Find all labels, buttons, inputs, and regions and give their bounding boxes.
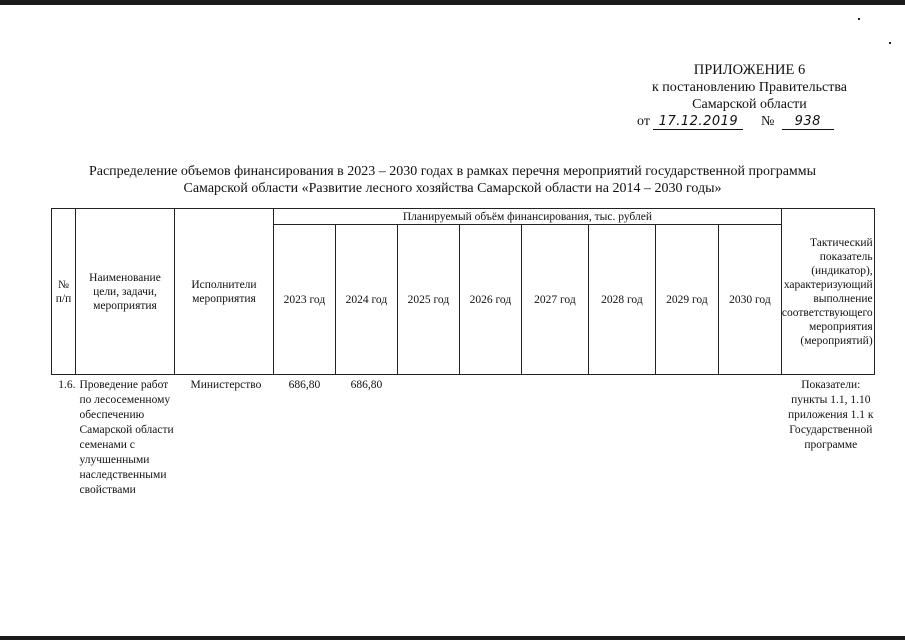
row-number: 1.6.: [58, 379, 76, 391]
table-row: [52, 375, 875, 499]
document-heading: [40, 163, 865, 197]
decree-date-line: [637, 114, 834, 130]
col-header-year: 2024 год: [335, 225, 397, 375]
from-label: от: [637, 114, 650, 129]
col-header-number: № п/п: [52, 209, 76, 375]
decree-number: 938: [782, 114, 834, 130]
col-header-year: 2028 год: [588, 225, 655, 375]
number-label: №: [760, 114, 775, 129]
appendix-block: [652, 62, 847, 113]
appendix-line-2: Самарской области: [692, 97, 807, 112]
col-header-year: 2026 год: [459, 225, 521, 375]
col-header-indicator: Тактический показатель (индикатор), характеризующий выполнение соответствующего мероприятия (мероприятий): [781, 209, 874, 375]
appendix-title: ПРИЛОЖЕНИЕ 6: [693, 62, 806, 78]
scan-border-bottom: [0, 636, 905, 640]
scan-border-top: [0, 0, 905, 5]
col-header-year: 2027 год: [521, 225, 588, 375]
col-header-name: Наименование цели, задачи, мероприятия: [76, 209, 175, 375]
scan-speck: [889, 42, 891, 44]
financing-table: [51, 208, 875, 498]
heading-line-2: Самарской области «Развитие лесного хозяйства Самарской области на 2014 – 2030 годы»: [183, 181, 722, 196]
value-2024: 686,80: [350, 379, 383, 391]
heading-line-1: Распределение объемов финансирования в 2023 – 2030 годах в рамках перечня мероприятий государственной программы: [88, 164, 817, 179]
row-name: Проведение работ по лесосеменному обеспечению Самарской области семенами с улучшенными наследственными свойствами: [79, 379, 174, 496]
row-executor: Министерство: [190, 379, 262, 391]
col-header-executor: Исполнители мероприятия: [175, 209, 274, 375]
col-header-year: 2029 год: [655, 225, 718, 375]
value-2023: 686,80: [288, 379, 321, 391]
col-header-year: 2025 год: [397, 225, 459, 375]
appendix-line-1: к постановлению Правительства: [651, 80, 847, 95]
row-indicator: Показатели: пункты 1.1, 1.10 приложения 1.1 к Государственной программе: [788, 379, 874, 451]
scan-speck: [858, 18, 860, 20]
decree-date: 17.12.2019: [653, 114, 743, 130]
col-header-year: 2030 год: [718, 225, 781, 375]
col-header-funding: Планируемый объём финансирования, тыс. рублей: [273, 209, 781, 225]
col-header-year: 2023 год: [273, 225, 335, 375]
